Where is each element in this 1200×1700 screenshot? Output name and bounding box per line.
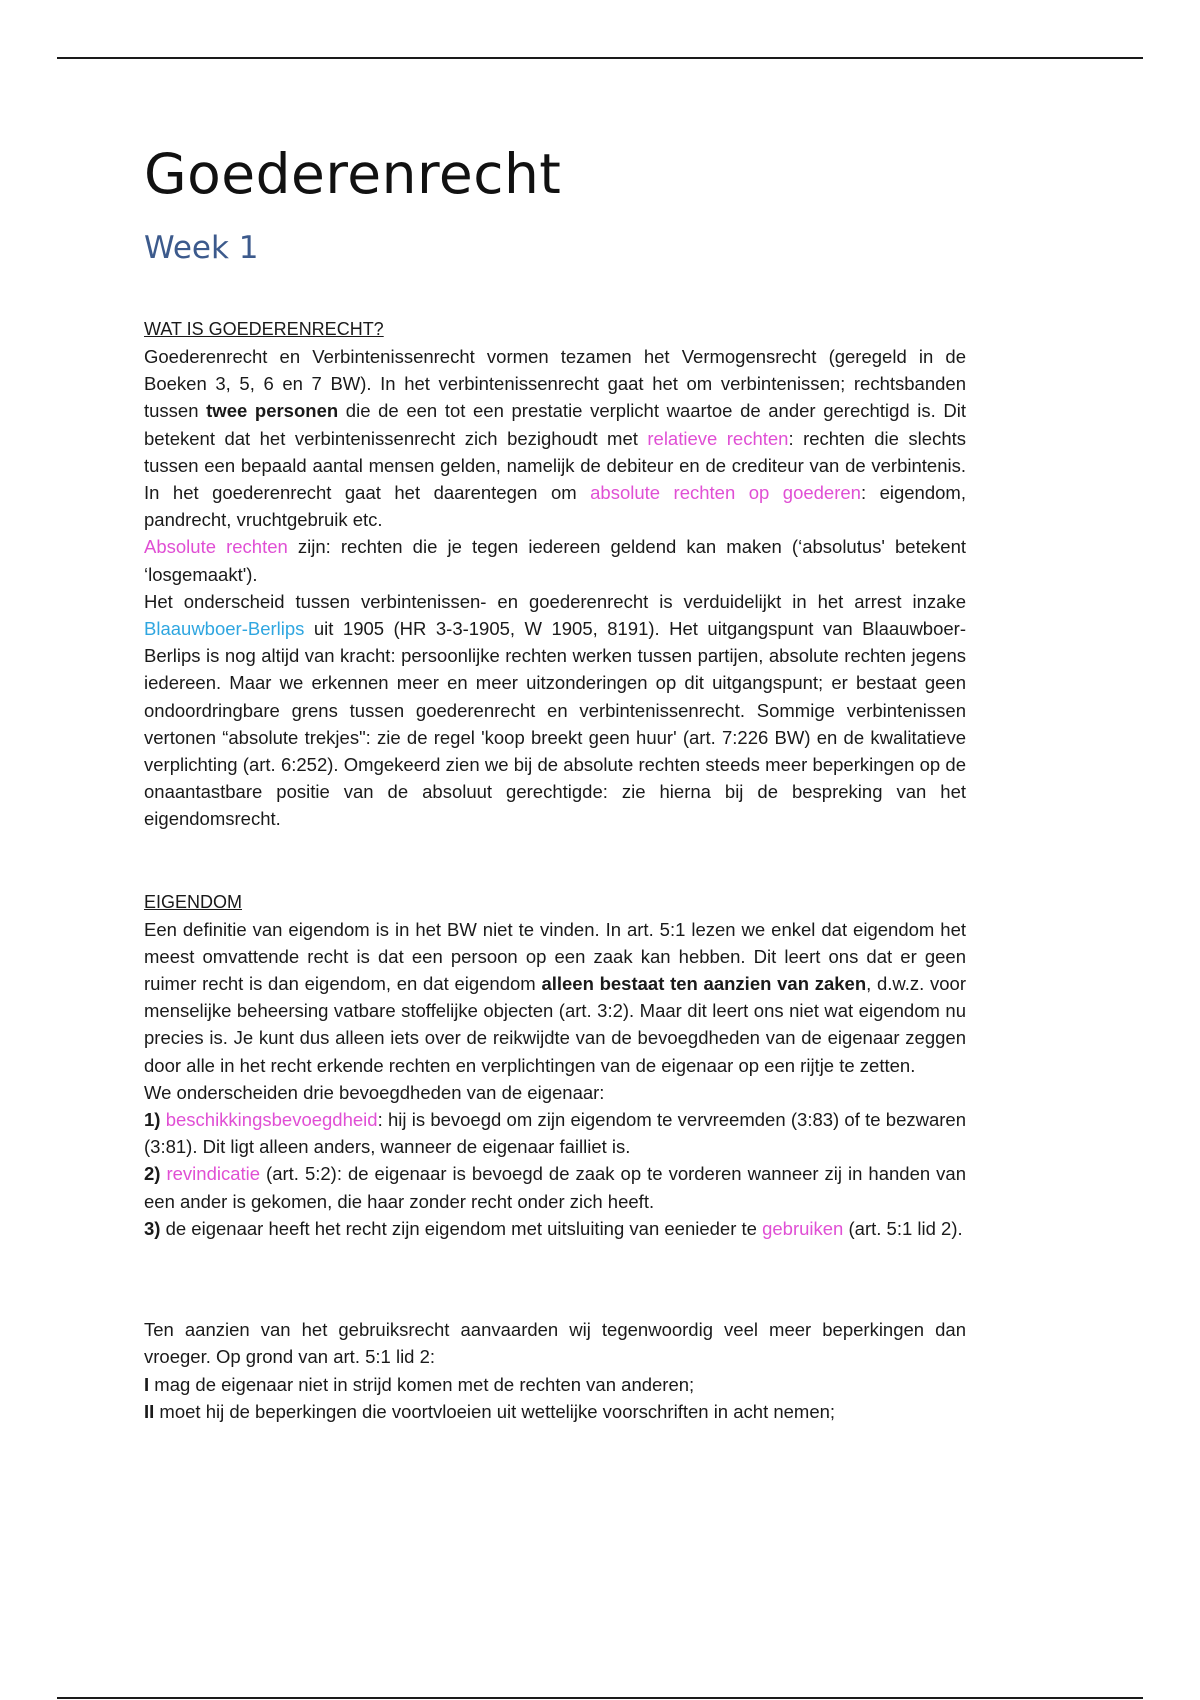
footer-rule bbox=[57, 1697, 1143, 1699]
text-run: die de een tot een prestatie verplicht waartoe de ander gerechtigd is. Dit betekent dat het verbintenissenrecht zich bezighoudt met bbox=[144, 400, 966, 449]
list-number: 2) bbox=[144, 1163, 161, 1185]
text-run: moet hij de beperkingen die voortvloeien uit wettelijke voorschriften in acht nemen; bbox=[154, 1400, 836, 1422]
case-reference: Blaauwboer-Berlips bbox=[144, 618, 305, 640]
text-run: uit 1905 (HR 3-3-1905, W 1905, 8191). Het uitgangspunt van Blaauwboer-Berlips is nog altijd van kracht: persoonlijke rechten werken tussen partijen, absolute rechten jegens iedereen. Maar we erkennen meer en meer uitzonderingen op dit uitgangspunt; er bestaat geen ondoordringbare grens tussen goederenrecht en verbintenissenrecht. Sommige verbintenissen vertonen “absolute trekjes": zie de regel 'koop breekt geen huur' (art. 7:226 BW) en de kwalitatieve verplichting (art. 6:252). Omgekeerd zien we bij de absolute rechten steeds meer beperkingen op de onaantastbare positie van de absoluut gerechtigde: zie hierna bij de bespreking van het eigendomsrecht. bbox=[144, 618, 966, 830]
list-number: 1) bbox=[144, 1109, 161, 1131]
highlight-term: Absolute rechten bbox=[144, 536, 288, 558]
document-title: Goederenrecht bbox=[144, 142, 562, 206]
list-number: II bbox=[144, 1400, 155, 1422]
highlight-term: revindicatie bbox=[166, 1163, 261, 1185]
text-run: (art. 5:1 lid 2). bbox=[843, 1217, 963, 1239]
section-eigendom bbox=[144, 889, 966, 1242]
paragraph bbox=[144, 588, 966, 833]
list-item bbox=[144, 1371, 966, 1398]
text-run: de eigenaar heeft het recht zijn eigendom met uitsluiting van eenieder te bbox=[160, 1217, 763, 1239]
text-run: Goederenrecht en Verbintenissenrecht vormen tezamen het Vermogensrecht (geregeld in de Boeken 3, 5, 6 en 7 BW). In het verbintenissenrecht gaat het om verbintenissen; rechtsbanden tussen bbox=[144, 346, 966, 422]
text-run: mag de eigenaar niet in strijd komen met de rechten van anderen; bbox=[149, 1373, 695, 1395]
text-run: zijn: rechten die je tegen iedereen geldend kan maken (‘absolutus' betekent ‘losgemaakt'). bbox=[144, 536, 966, 585]
section-heading: WAT IS GOEDERENRECHT? bbox=[144, 319, 384, 339]
paragraph bbox=[144, 343, 966, 533]
list-item bbox=[144, 1160, 966, 1214]
section-gebruiksrecht bbox=[144, 1316, 966, 1425]
paragraph bbox=[144, 533, 966, 587]
document-subtitle: Week 1 bbox=[144, 230, 259, 266]
highlight-term: relatieve rechten bbox=[647, 427, 789, 449]
paragraph: Ten aanzien van het gebruiksrecht aanvaarden wij tegenwoordig veel meer beperkingen dan vroeger. Op grond van art. 5:1 lid 2: bbox=[144, 1319, 966, 1368]
list-item bbox=[144, 1215, 966, 1242]
text-run: Het onderscheid tussen verbintenissen- en goederenrecht is verduidelijkt in het arrest inzake bbox=[144, 590, 966, 612]
bold-text: twee personen bbox=[206, 400, 339, 422]
text-run: : eigendom, pandrecht, vruchtgebruik etc. bbox=[144, 482, 966, 531]
page-content bbox=[144, 140, 966, 1425]
paragraph: We onderscheiden drie bevoegdheden van de eigenaar: bbox=[144, 1081, 605, 1103]
text-run: : hij is bevoegd om zijn eigendom te vervreemden (3:83) of te bezwaren (3:81). Dit ligt alleen anders, wanneer de eigenaar failliet is. bbox=[144, 1109, 966, 1158]
paragraph bbox=[144, 916, 966, 1079]
bold-text: alleen bestaat ten aanzien van zaken bbox=[541, 973, 867, 995]
header-rule bbox=[57, 57, 1143, 59]
highlight-term: gebruiken bbox=[762, 1217, 844, 1239]
text-run: : rechten die slechts tussen een bepaald aantal mensen gelden, namelijk de debiteur en de crediteur van de verbintenis. In het goederenrecht gaat het daarentegen om bbox=[144, 427, 966, 504]
list-item bbox=[144, 1398, 966, 1425]
section-heading: EIGENDOM bbox=[144, 891, 243, 912]
section-wat-is-goederenrecht bbox=[144, 316, 966, 833]
text-run: (art. 5:2): de eigenaar is bevoegd de zaak op te vorderen wanneer zij in handen van een ander is gekomen, die haar zonder recht onder zich heeft. bbox=[144, 1163, 966, 1212]
list-number: 3) bbox=[144, 1217, 161, 1239]
list-item bbox=[144, 1106, 966, 1160]
highlight-term: beschikkingsbevoegdheid bbox=[165, 1109, 378, 1131]
list-number: I bbox=[144, 1373, 150, 1395]
text-run: Een definitie van eigendom is in het BW niet te vinden. In art. 5:1 lezen we enkel dat eigendom het meest omvattende recht is dat een persoon op een zaak kan hebben. Dit leert ons dat er geen ruimer recht is dan eigendom, en dat eigendom bbox=[144, 918, 966, 995]
text-run: , d.w.z. voor menselijke beheersing vatbare stoffelijke objecten (art. 3:2). Maar dit leert ons niet wat eigendom nu precies is. Je kunt dus alleen iets over de reikwijdte van de bevoegdheden van de eigenaar zeggen door alle in het recht erkende rechten en verplichtingen van de eigenaar op een rijtje te zetten. bbox=[144, 973, 966, 1076]
highlight-term: absolute rechten op goederen bbox=[590, 482, 861, 504]
